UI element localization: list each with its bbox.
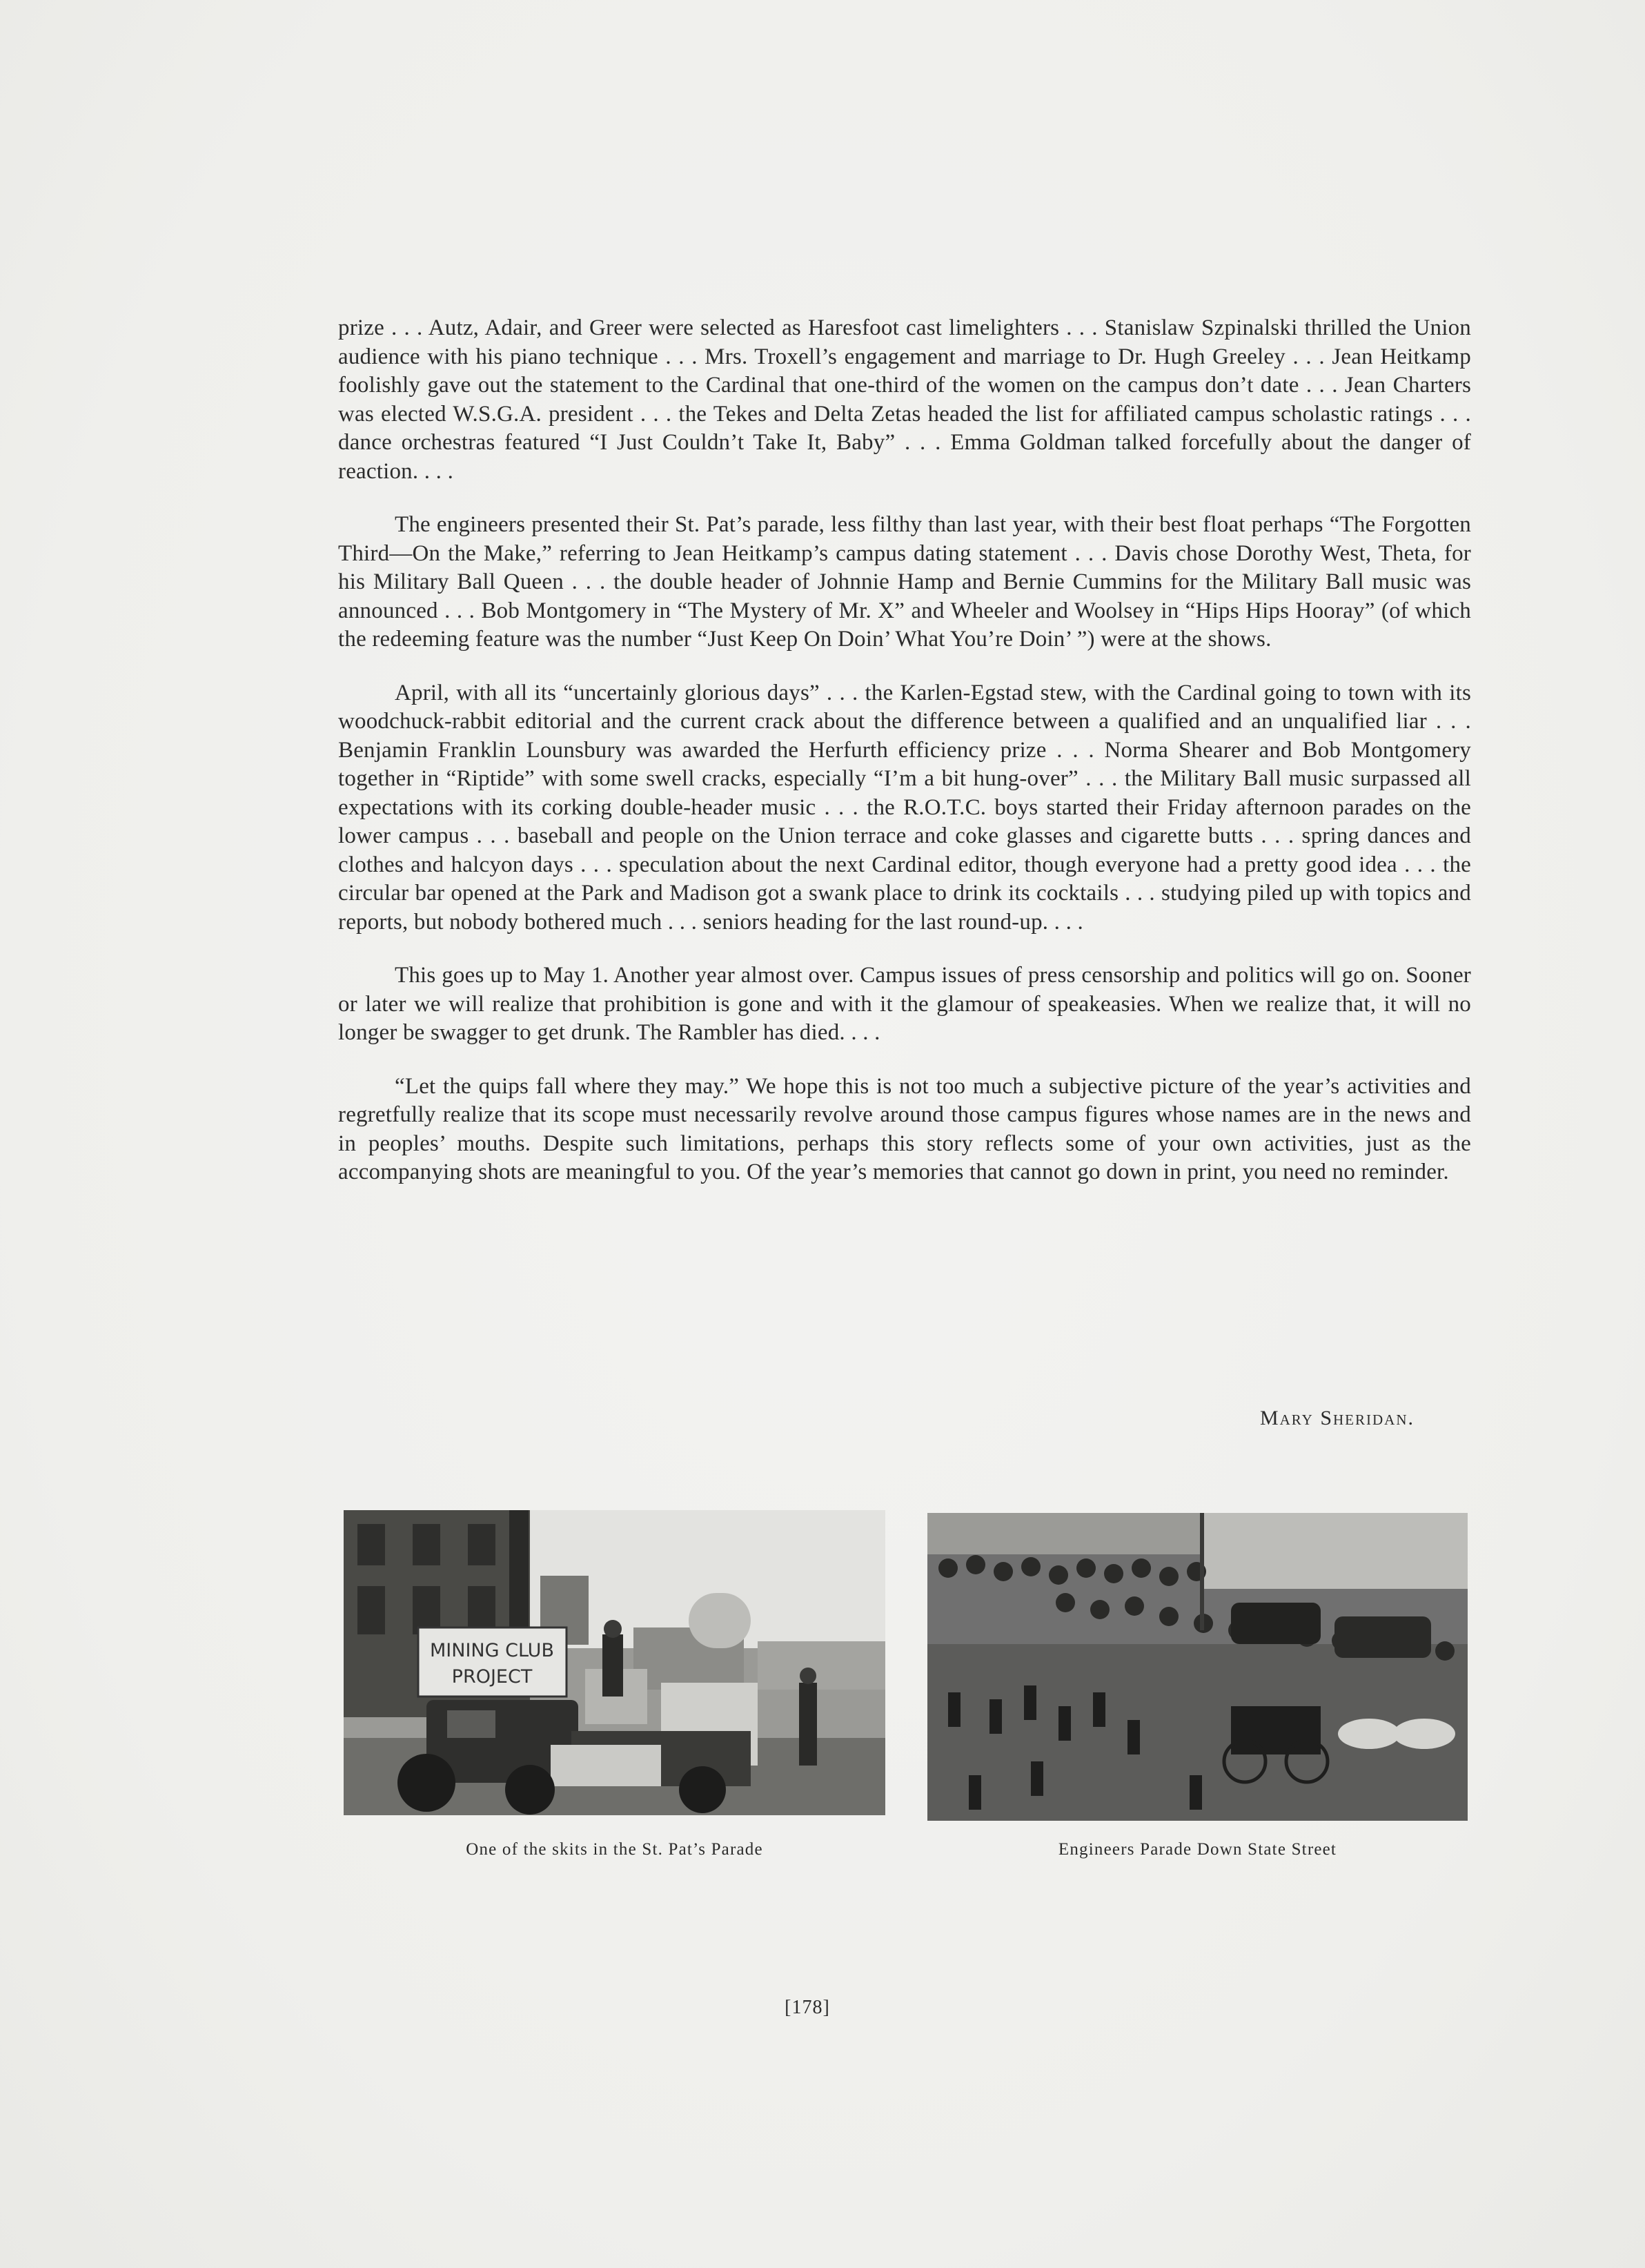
- photo-mining-club-float-image: [344, 1510, 885, 1815]
- paragraph-3: April, with all its “uncertainly glorious days” . . . the Karlen-Egstad stew, with the Cardinal going to town with its woodchuck-rabbit editorial and the current crack about the difference between a qualified and an unqualified liar . . . Benjamin Franklin Lounsbury was awarded the Herfurth efficiency prize . . . Norma Shearer and Bob Montgomery together in “Riptide” with some swell cracks, especially “I’m a bit hung-over” . . . the Military Ball music surpassed all expectations with its corking double-header music . . . the R.O.T.C. boys started their Friday afternoon parades on the lower campus . . . baseball and people on the Union terrace and coke glasses and cigarette butts . . . spring dances and clothes and halcyon days . . . speculation about the next Cardinal editor, though everyone had a pretty good idea . . . the circular bar opened at the Park and Madison got a swank place to drink its cocktails . . . studying piled up with topics and reports, but nobody bothered much . . . seniors heading for the last round-up. . . .: [338, 680, 1471, 935]
- article-body: [338, 314, 1471, 1212]
- caption-right-photo: Engineers Parade Down State Street: [1058, 1840, 1337, 1859]
- author-signature: Mary Sheridan.: [1259, 1407, 1415, 1429]
- float-sign-line-2: PROJECT: [451, 1666, 533, 1688]
- caption-left-photo: One of the skits in the St. Pat’s Parade: [466, 1840, 763, 1859]
- paragraph-5: “Let the quips fall where they may.” We hope this is not too much a subjective picture of the year’s activities and regretfully realize that its scope must necessarily revolve around those campus figures whose names are in the news and in peoples’ mouths. Despite such limitations, perhaps this story reflects some of your own activities, just as the accompanying shots are meaningful to you. Of the year’s memories that cannot go down in print, you need no reminder.: [338, 1073, 1471, 1184]
- photo-engineers-parade: [927, 1513, 1468, 1821]
- paragraph-2: The engineers presented their St. Pat’s parade, less filthy than last year, with their best float perhaps “The Forgotten Third—On the Make,” referring to Jean Heitkamp’s campus dating statement . . . Davis chose Dorothy West, Theta, for his Military Ball Queen . . . the double header of Johnnie Hamp and Bernie Cummins for the Military Ball music was announced . . . Bob Montgomery in “The Mystery of Mr. X” and Wheeler and Woolsey in “Hips Hips Hooray” (of which the redeeming feature was the number “Just Keep On Doin’ What You’re Doin’ ”) were at the shows.: [338, 512, 1471, 652]
- paragraph-1: prize . . . Autz, Adair, and Greer were selected as Haresfoot cast limelighters . . . Stanislaw Szpinalski thrilled the Union audience with his piano technique . . . Mrs. Troxell’s engagement and marriage to Dr. Hugh Greeley . . . Jean Heitkamp foolishly gave out the statement to the Cardinal that one-third of the women on the campus don’t date . . . Jean Charters was elected W.S.G.A. president . . . the Tekes and Delta Zetas headed the list for affiliated campus scholastic ratings . . . dance orchestras featured “I Just Couldn’t Take It, Baby” . . . Emma Goldman talked forcefully about the danger of reaction. . . .: [338, 315, 1471, 484]
- photo-engineers-parade-image: [927, 1513, 1468, 1821]
- paragraph-4: This goes up to May 1. Another year almost over. Campus issues of press censorship and politics will go on. Sooner or later we will realize that prohibition is gone and with it the glamour of speakeasies. When we realize that, it will no longer be swagger to get drunk. The Rambler has died. . . .: [338, 963, 1471, 1045]
- page-number: [178]: [785, 1997, 830, 2018]
- photo-mining-club-float: [344, 1510, 885, 1815]
- float-sign-line-1: MINING CLUB: [430, 1640, 554, 1661]
